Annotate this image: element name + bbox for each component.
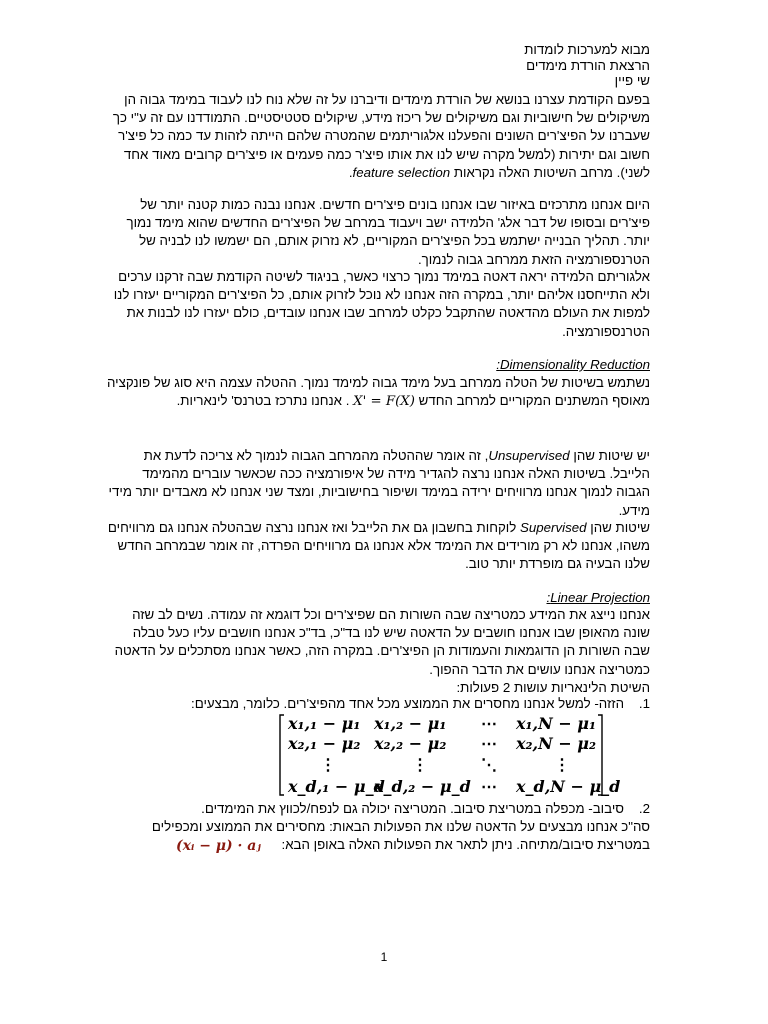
- matrix-cell-r4-c4: x_d,N − μ_d: [516, 777, 621, 796]
- paragraph-unsupervised: יש שיטות שהן Unsupervised, זה אומר שההטלה מהמרחב הגבוה לנמוך לא צריכה לדעת את הלייבל. בשיטות האלה אנחנו נרצה להגדיר מידה של איפורמציה ככה שכאשר עוברים מהמימד הגבוה לנמוך אנחנו מרוויחים ירידה במימד ושיפור בחישוביות, ומצד שני אנחנו לא מאבדים יותר מידי מידע.: [108, 448, 650, 518]
- paragraph-projection: נשתמש בשיטות של הטלה ממרחב בעל מימד גבוה למימד נמוך. ההטלה עצמה היא סוג של פונקציה מאוסף המשתנים המקוריים למרחב החדש X' = F(X) . אנחנו נתרכז בטרנס' לינאריות.: [106, 375, 650, 410]
- matrix-cell-r3-c1: ⋮: [320, 755, 336, 774]
- heading-linear-projection: Linear Projection:: [546, 590, 650, 605]
- matrix-cell-r3-c3: ⋱: [481, 755, 497, 774]
- paragraph-summary: סה"כ אנחנו מבצעים על הדאטה שלנו את הפעולות הבאות: מחסירים את הממוצע ומכפילים במטריצת סיבוב/מתיחה. ניתן לתאר את הפעולות האלה באופן הבא:: [151, 819, 650, 853]
- matrix-svg: [278, 712, 621, 798]
- matrix-cell-r1-c2: x₁,₂ − μ₁: [374, 714, 447, 733]
- author-name: שי פיין: [614, 73, 650, 88]
- paragraph-two-operations: השיטת הלינאריות עושות 2 פעולות:: [456, 679, 650, 695]
- matrix-cell-r4-c3: ⋯: [481, 777, 497, 796]
- document-header: [350, 42, 650, 89]
- matrix-cell-r2-c4: x₂,N − μ₂: [516, 734, 597, 753]
- list-item-rotation: 2.סיבוב- מכפלה במטריצת סיבוב. המטריצה יכולה גם לנפח/לכווץ את המימדים.: [201, 801, 650, 816]
- lecture-title: הרצאת הורדת מימדים: [526, 57, 650, 73]
- centered-data-matrix: [278, 712, 621, 798]
- matrix-cell-r2-c3: ⋯: [481, 734, 497, 753]
- matrix-cell-r3-c4: ⋮: [554, 755, 570, 774]
- term-supervised: Supervised: [520, 520, 587, 535]
- matrix-cell-r4-c2: x_d,₂ − μ_d: [374, 777, 471, 796]
- paragraph-new-features: היום אנחנו מתרכזים באיזור שבו אנחנו בונים פיצ'רים חדשים. אנחנו נבנה כמות קטנה יותר של פיצ'רים ובסופו של דבר אלג' הלמידה ישב ויעבוד במרחב של הפיצ'רים החדשים שהוא מימד נמוך יותר. תהליך הבנייה ישתמש בכל הפיצ'רים המקוריים, לא נזרוק אותם, הם ישמשו לנו לבניה של הטרנספורמציה הזאת ממרחב גבוה לנמוך.: [126, 197, 650, 267]
- paragraph-matrix-representation: אנחנו נייצג את המידע כמטריצה שבה השורות הם שפיצ'רים וכל דוגמא זה עמודה. נשים לב שזה שונה מהאופן שבו אנחנו חושבים על הדאטה שיש לנו בד"כ, בד"כ אנחנו חושבים עליו כעל טבלה שבה השורות הן הדוגמאות והעמודות הן הפיצ'רים. במקרה הזה, כאשר אנחנו מסתכלים על הדאטה כמטריצה אנחנו עושים את הדבר ההפוך. השיטת הלינאריות עושות 2 פעולות:: [105, 606, 650, 697]
- paragraph-intro: בפעם הקודמת עצרנו בנושא של הורדת מימדים ודיברנו על זה שלא נוח לנו לעבוד במימד גבוה הן משיקולים של חישוביות וגם משיקולים של ריכוז מידע, שיקולים סטטיסטיים. התמודדנו עם זה ע"י כך שעברנו על הפיצ'רים השונים והפעלנו אלגוריתמים שהמטרה שלהם הייתה לזהות עד כמה כל פיצ'ר חשוב וגם יתירות (למשל מקרה שיש לנו את אותו פיצ'ר כמה פעמים או פיצ'רים קרובים מאוד אחד לשני). מרחב השיטות האלה נקראות feature selection.: [112, 92, 650, 180]
- matrix-cell-r3-c2: ⋮: [412, 755, 428, 774]
- matrix-cell-r2-c1: x₂,₁ − μ₂: [288, 734, 361, 753]
- matrix-cell-r1-c1: x₁,₁ − μ₁: [288, 714, 361, 733]
- matrix-cell-r2-c2: x₂,₂ − μ₂: [374, 734, 447, 753]
- course-title: מבוא למערכות לומדות: [524, 42, 650, 57]
- formula-centered-projection: (xᵢ − μ) · aⱼ: [176, 838, 261, 854]
- matrix-cell-r1-c4: x₁,N − μ₁: [516, 714, 597, 733]
- page-number: 1: [380, 950, 388, 964]
- matrix-cell-r4-c1: x_d,₁ − μ_d: [288, 777, 385, 796]
- paragraph-supervised: שיטות שהן Supervised לוקחות בחשבון גם את הלייבל ואז אנחנו נרצה שבהטלה אנחנו גם מרוויחים משהו, אנחנו לא רק מורידים את המימד אלא אנחנו גם מרוויחים הפרדה, זה אומר שבמרחב החדש שלנו הבעיה גם מופרדת יותר טוב.: [107, 520, 650, 572]
- term-feature-selection: feature selection: [352, 164, 451, 180]
- paragraph-text: בפעם הקודמת עצרנו בנושא של הורדת מימדים ודיברנו על זה שלא נוח לנו לעבוד במימד גבוה הן משיקולים של חישוביות וגם משיקולים של ריכוז מידע, שיקולים סטטיסטיים. התמודדנו עם זה ע"י כך שעברנו על הפיצ'רים השונים והפעלנו אלגוריתמים שהמטרה שלהם הייתה לזהות עד כמה כל פיצ'ר חשוב וגם יתירות (למשל מקרה שיש לנו את אותו פיצ'ר כמה פעמים או פיצ'רים קרובים מאוד אחד לשני). מרחב השיטות האלה נקראות: [112, 92, 650, 180]
- matrix-left-bracket: [280, 715, 284, 795]
- formula-projection: X' = F(X): [353, 394, 415, 410]
- heading-dimensionality-reduction: Dimensionality Reduction:: [496, 357, 650, 372]
- matrix-cell-r1-c3: ⋯: [481, 714, 497, 733]
- paragraph-learning-algorithm: אלגוריתם הלמידה יראה דאטה במימד נמוך כרצוי כאשר, בניגוד לשיטה הקודמת שבה זרקנו ערכים ולא התייחסנו אליהם יותר, במקרה הזה אנחנו לא נוכל לזרוק אותם, כל הפיצ'רים המקוריים יעזרו לנו למפות את העולם מהדאטה שהתקבל כקלט למרחב שבו אנחנו עובדים, כולם יעזרו לנו לבנות את הטרנספורמציה.: [113, 269, 650, 339]
- term-unsupervised: Unsupervised: [488, 448, 570, 463]
- list-item-shift: 1.הזזה- למשל אנחנו מחסרים את הממוצע מכל אחד מהפיצ'רים. כלומר, מבצעים:: [191, 696, 650, 711]
